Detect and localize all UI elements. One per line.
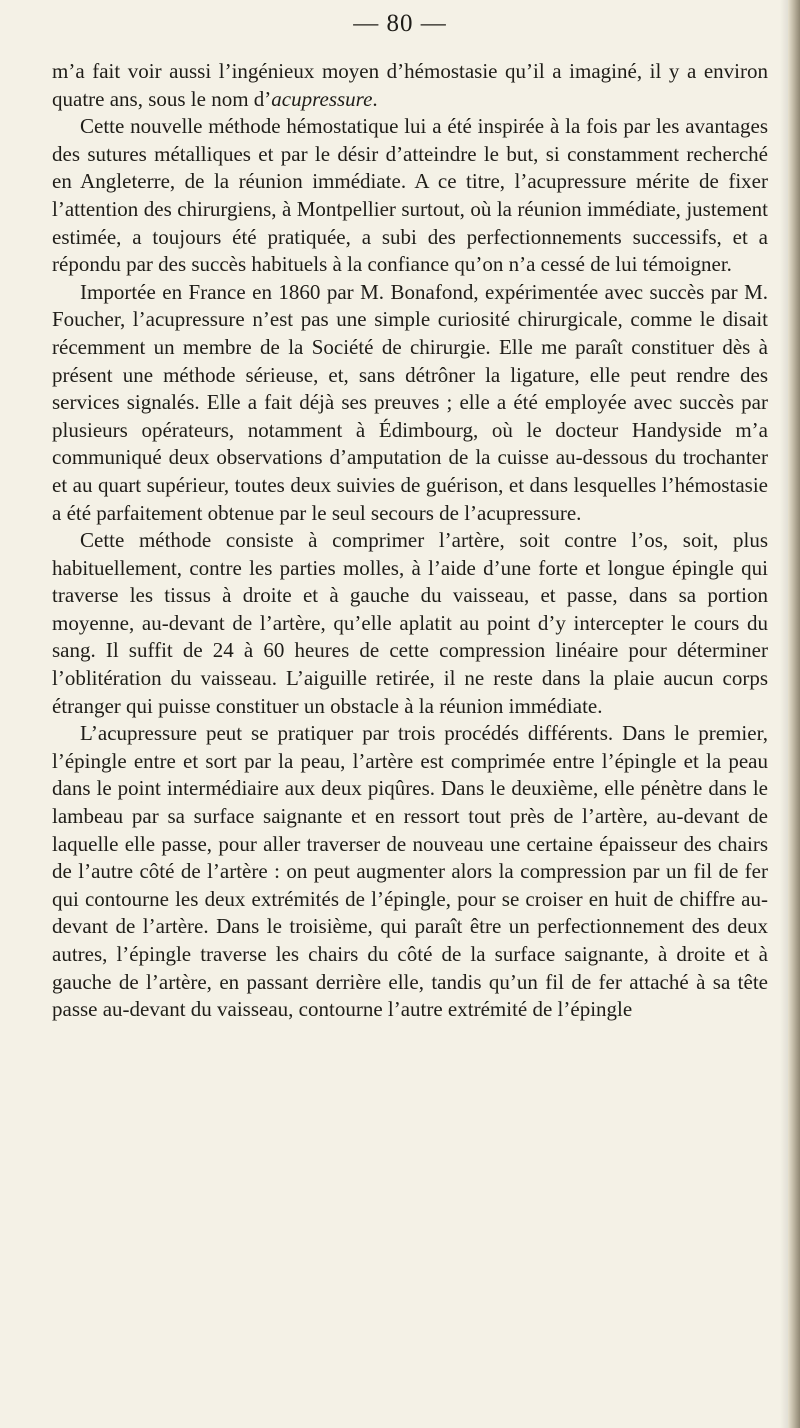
paragraph-2: Cette nouvelle méthode hémostatique lui a été inspirée à la fois par les avantages des sutures métalliques et par le désir d’atteindre le but, si constamment recherché en Angleterre, de la réunion immédiate. A ce titre, l’acupressure mérite de fixer l’attention des chirurgiens, à Montpellier surtout, où la réunion immédiate, justement estimée, a toujours été pratiquée, a subi des perfectionnements successifs, et a répondu par des succès habituels à la confiance qu’on n’a cessé de lui témoigner. (52, 114, 768, 277)
paragraph-1-text: m’a fait voir aussi l’ingénieux moyen d’hémostasie qu’il a imaginé, il y a environ quatre ans, sous le nom d’ (52, 59, 768, 111)
book-edge (788, 0, 800, 1428)
page-edge-shadow (780, 0, 788, 1428)
paragraph-1-end: . (372, 86, 378, 111)
acupressure-term: acupressure (271, 86, 373, 111)
page-number-header: — 80 — (353, 10, 447, 37)
paragraph-3: Importée en France en 1860 par M. Bonafond, expérimentée avec succès par M. Foucher, l’acupressure n’est pas une simple curiosité chirurgicale, comme le disait récemment un membre de la Société de chirurgie. Elle me paraît constituer dès à présent une méthode sérieuse, et, sans détrôner la ligature, elle peut rendre des services signalés. Elle a fait déjà ses preuves ; elle a été employée avec succès par plusieurs opérateurs, notamment à Édimbourg, où le docteur Handyside m’a communiqué deux observations d’amputation de la cuisse au-dessous du trochanter et au quart supérieur, toutes deux suivies de guérison, et dans lesquelles l’hémostasie a été parfaitement obtenue par le seul secours de l’acupressure. (52, 279, 768, 525)
paragraph-1 (52, 58, 768, 113)
page-body-text (52, 58, 768, 1024)
paragraph-5: L’acupressure peut se pratiquer par trois procédés différents. Dans le premier, l’épingle entre et sort par la peau, l’artère est comprimée entre l’épingle et la peau dans le point intermédiaire aux deux piqûres. Dans le deuxième, elle pénètre dans le lambeau par sa surface saignante et en ressort tout près de l’artère, au-devant de laquelle elle passe, pour aller traverser de nouveau une certaine épaisseur des chairs de l’autre côté de l’artère : on peut augmenter alors la compression par un fil de fer qui contourne les deux extrémités de l’épingle, pour se croiser en huit de chiffre au-devant de l’artère. Dans le troisième, qui paraît être un perfectionnement des deux autres, l’épingle traverse les chairs du côté de la surface saignante, à droite et à gauche de l’artère, en passant derrière elle, tandis qu’un fil de fer attaché à sa tête passe au-devant du vaisseau, contourne l’autre extrémité de l’épingle (52, 721, 768, 1022)
paragraph-4: Cette méthode consiste à comprimer l’artère, soit contre l’os, soit, plus habituellement, contre les parties molles, à l’aide d’une forte et longue épingle qui traverse les tissus à droite et à gauche du vaisseau, et passe, dans sa portion moyenne, au-devant de l’artère, qu’elle aplatit au point d’y intercepter le cours du sang. Il suffit de 24 à 60 heures de cette compression linéaire pour déterminer l’oblitération du vaisseau. L’aiguille retirée, il ne reste dans la plaie aucun corps étranger qui puisse constituer un obstacle à la réunion immédiate. (52, 528, 768, 718)
